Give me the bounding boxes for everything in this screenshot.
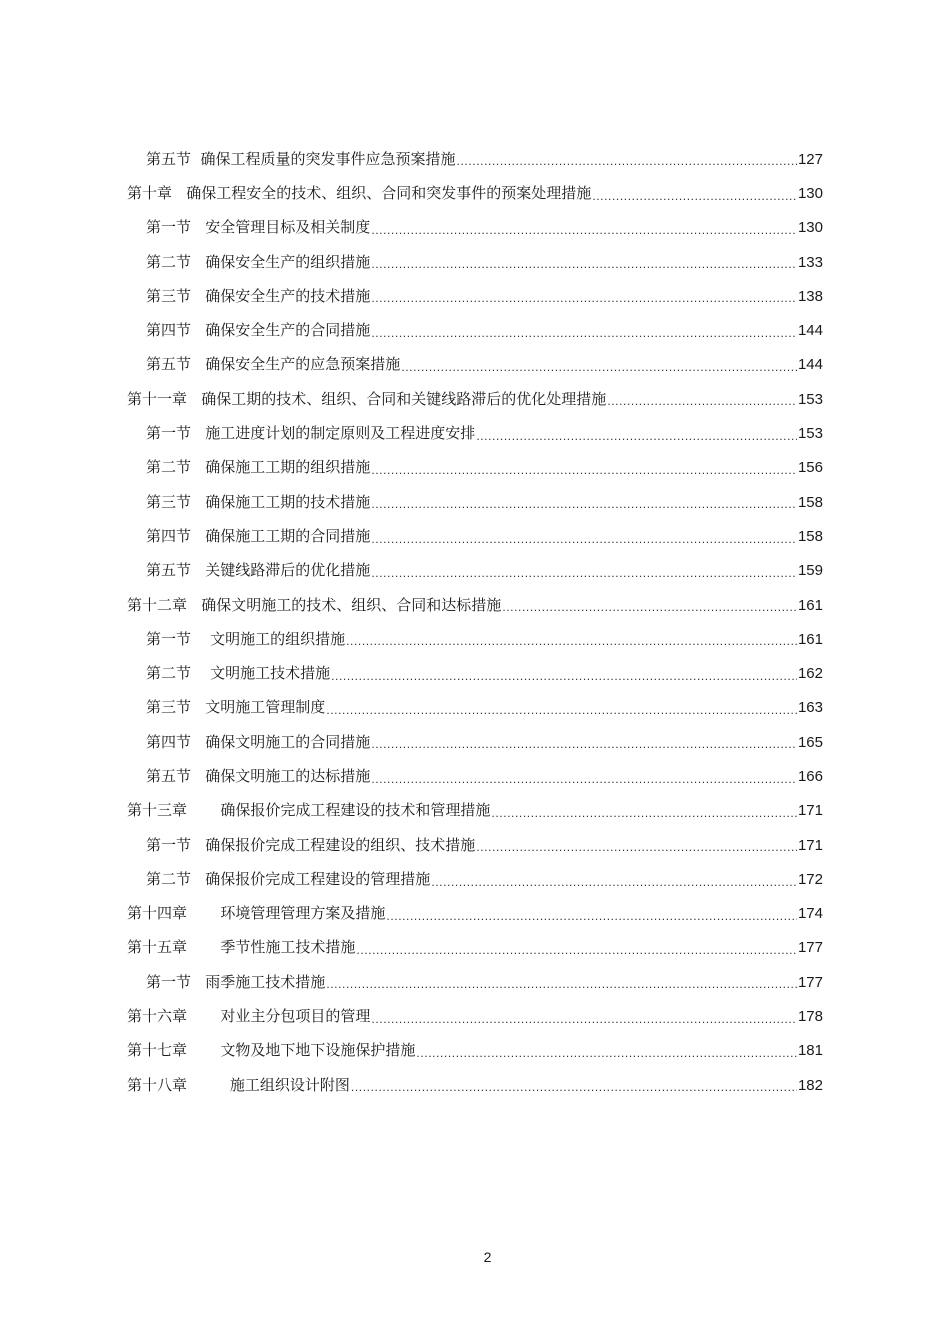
toc-entry-title: 第二节 确保安全生产的组织措施	[146, 252, 371, 271]
toc-entry-page: 153	[797, 390, 823, 408]
toc-entry-page: 127	[797, 150, 823, 168]
toc-entry-page: 177	[797, 939, 823, 957]
toc-dot-leader	[592, 190, 797, 211]
toc-entry-page: 181	[797, 1042, 823, 1060]
toc-entry-page: 161	[797, 596, 823, 614]
toc-entry-title: 第二节 确保报价完成工程建设的管理措施	[146, 869, 431, 888]
toc-entry-title: 第三节 确保安全生产的技术措施	[146, 286, 371, 305]
toc-entry-title: 第二节 文明施工技术措施	[146, 664, 331, 683]
toc-dot-leader	[346, 635, 797, 656]
toc-entry-page: 166	[797, 767, 823, 785]
toc-entry-title: 第十二章 确保文明施工的技术、组织、合同和达标措施	[127, 595, 502, 614]
toc-section-entry[interactable]	[0, 313, 950, 347]
toc-section-entry[interactable]	[0, 725, 950, 759]
toc-dot-leader	[371, 258, 797, 279]
toc-dot-leader	[491, 807, 797, 828]
toc-entry-title: 第五节 确保工程质量的突发事件应急预案措施	[146, 149, 456, 168]
toc-entry-page: 171	[797, 802, 823, 820]
toc-dot-leader	[476, 430, 797, 451]
toc-chapter-entry[interactable]	[0, 382, 950, 416]
toc-entry-title: 第一节 安全管理目标及相关制度	[146, 218, 371, 237]
toc-section-entry[interactable]	[0, 211, 950, 245]
toc-entry-page: 130	[797, 184, 823, 202]
toc-entry-page: 144	[797, 356, 823, 374]
toc-dot-leader	[607, 395, 797, 416]
toc-dot-leader	[331, 670, 797, 691]
toc-entry-title: 第五节 关键线路滞后的优化措施	[146, 561, 371, 580]
toc-dot-leader	[371, 773, 797, 794]
toc-dot-leader	[371, 292, 797, 313]
toc-entry-title: 第十七章 文物及地下地下设施保护措施	[127, 1041, 416, 1060]
toc-dot-leader	[371, 567, 797, 588]
toc-entry-page: 171	[797, 836, 823, 854]
toc-chapter-entry[interactable]	[0, 794, 950, 828]
toc-entry-title: 第十章 确保工程安全的技术、组织、合同和突发事件的预案处理措施	[127, 183, 592, 202]
toc-dot-leader	[326, 704, 797, 725]
toc-entry-page: 163	[797, 699, 823, 717]
toc-section-entry[interactable]	[0, 656, 950, 690]
toc-dot-leader	[371, 498, 797, 519]
toc-section-entry[interactable]	[0, 622, 950, 656]
toc-section-entry[interactable]	[0, 485, 950, 519]
toc-section-entry[interactable]	[0, 348, 950, 382]
toc-section-entry[interactable]	[0, 245, 950, 279]
toc-entry-title: 第十四章 环境管理管理方案及措施	[127, 904, 386, 923]
toc-entry-title: 第五节 确保文明施工的达标措施	[146, 766, 371, 785]
toc-entry-title: 第十六章 对业主分包项目的管理	[127, 1007, 371, 1026]
toc-entry-page: 162	[797, 665, 823, 683]
toc-entry-page: 133	[797, 253, 823, 271]
toc-entry-page: 158	[797, 493, 823, 511]
toc-chapter-entry[interactable]	[0, 999, 950, 1033]
toc-chapter-entry[interactable]	[0, 176, 950, 210]
toc-chapter-entry[interactable]	[0, 1068, 950, 1102]
toc-entry-title: 第三节 文明施工管理制度	[146, 698, 326, 717]
toc-chapter-entry[interactable]	[0, 897, 950, 931]
toc-chapter-entry[interactable]	[0, 1034, 950, 1068]
toc-entry-page: 159	[797, 562, 823, 580]
toc-section-entry[interactable]	[0, 279, 950, 313]
page-number: 2	[483, 1249, 492, 1265]
toc-dot-leader	[431, 876, 797, 897]
toc-dot-leader	[416, 1047, 797, 1068]
toc-entry-page: 174	[797, 905, 823, 923]
toc-dot-leader	[401, 361, 797, 382]
toc-chapter-entry[interactable]	[0, 588, 950, 622]
toc-dot-leader	[351, 1081, 797, 1102]
toc-entry-page: 178	[797, 1008, 823, 1026]
toc-dot-leader	[356, 944, 797, 965]
toc-entry-page: 130	[797, 219, 823, 237]
toc-entry-page: 156	[797, 459, 823, 477]
toc-entry-page: 182	[797, 1076, 823, 1094]
toc-entry-title: 第十一章 确保工期的技术、组织、合同和关键线路滞后的优化处理措施	[127, 389, 607, 408]
toc-section-entry[interactable]	[0, 965, 950, 999]
toc-dot-leader	[371, 464, 797, 485]
toc-section-entry[interactable]	[0, 862, 950, 896]
toc-entry-title: 第四节 确保施工工期的合同措施	[146, 526, 371, 545]
toc-entry-title: 第一节 雨季施工技术措施	[146, 972, 326, 991]
toc-dot-leader	[502, 601, 797, 622]
toc-entry-page: 161	[797, 630, 823, 648]
toc-entry-page: 172	[797, 870, 823, 888]
toc-entry-page: 177	[797, 973, 823, 991]
toc-entry-title: 第一节 施工进度计划的制定原则及工程进度安排	[146, 424, 476, 443]
table-of-contents	[0, 142, 950, 1102]
toc-dot-leader	[476, 841, 797, 862]
toc-dot-leader	[371, 224, 797, 245]
toc-entry-page: 153	[797, 425, 823, 443]
toc-dot-leader	[457, 155, 797, 176]
toc-entry-title: 第十五章 季节性施工技术措施	[127, 938, 356, 957]
toc-dot-leader	[371, 1013, 797, 1034]
toc-entry-page: 138	[797, 287, 823, 305]
toc-section-entry[interactable]	[0, 691, 950, 725]
toc-dot-leader	[371, 327, 797, 348]
toc-entry-title: 第二节 确保施工工期的组织措施	[146, 458, 371, 477]
toc-section-entry[interactable]	[0, 759, 950, 793]
toc-section-entry[interactable]	[0, 416, 950, 450]
toc-entry-title: 第四节 确保安全生产的合同措施	[146, 321, 371, 340]
toc-section-entry[interactable]	[0, 828, 950, 862]
toc-chapter-entry[interactable]	[0, 931, 950, 965]
toc-section-entry[interactable]	[0, 554, 950, 588]
toc-dot-leader	[386, 910, 797, 931]
toc-entry-page: 158	[797, 527, 823, 545]
toc-section-entry[interactable]	[0, 451, 950, 485]
toc-entry-title: 第一节 文明施工的组织措施	[146, 629, 346, 648]
toc-dot-leader	[371, 533, 797, 554]
toc-entry-page: 144	[797, 322, 823, 340]
toc-entry-title: 第一节 确保报价完成工程建设的组织、技术措施	[146, 835, 476, 854]
toc-dot-leader	[326, 978, 797, 999]
toc-entry-title: 第三节 确保施工工期的技术措施	[146, 492, 371, 511]
toc-entry-title: 第十八章 施工组织设计附图	[127, 1075, 350, 1094]
toc-entry-title: 第十三章 确保报价完成工程建设的技术和管理措施	[127, 801, 491, 820]
toc-entry-title: 第四节 确保文明施工的合同措施	[146, 732, 371, 751]
toc-dot-leader	[371, 738, 797, 759]
toc-entry-title: 第五节 确保安全生产的应急预案措施	[146, 355, 401, 374]
toc-section-entry[interactable]	[0, 519, 950, 553]
toc-entry-page: 165	[797, 733, 823, 751]
toc-section-entry[interactable]	[0, 142, 950, 176]
